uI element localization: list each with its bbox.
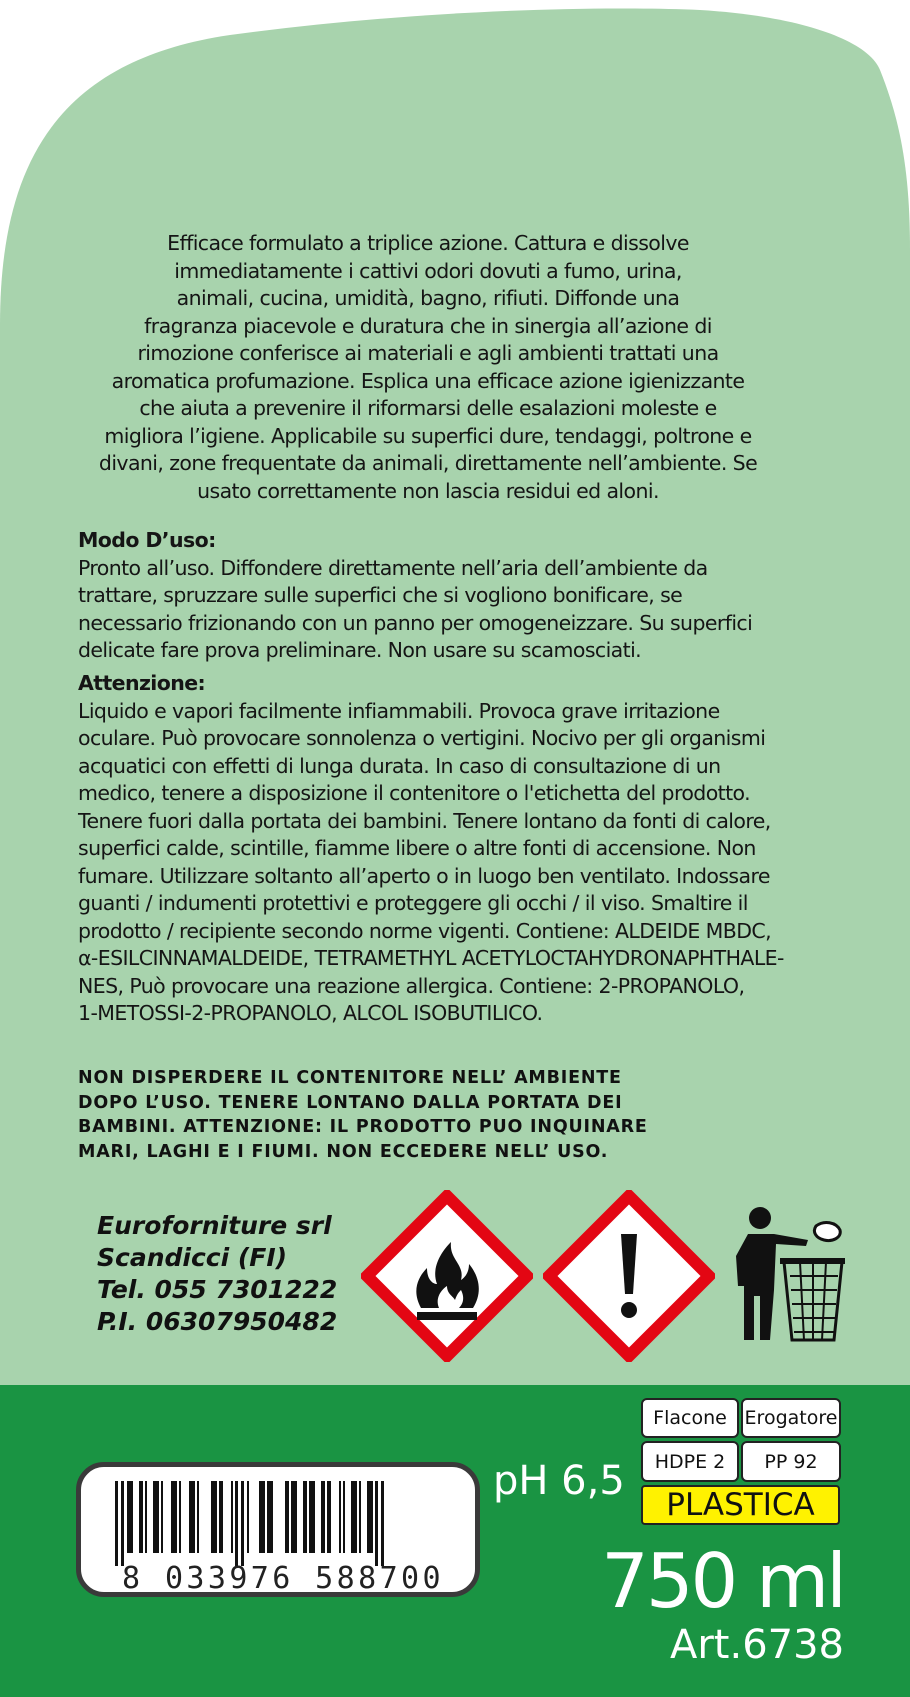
usage-line: trattare, spruzzare sulle superfici che si vogliono bonificare, se	[78, 583, 683, 607]
barcode-bar	[161, 1481, 163, 1553]
attention-section	[78, 670, 856, 1028]
recycling-erogatore-material: PP 92	[741, 1441, 841, 1482]
barcode-bar	[367, 1481, 373, 1553]
barcode-number: 8 033976 588700	[122, 1561, 444, 1596]
company-line: Euroforniture srl	[97, 1211, 332, 1240]
barcode-bar	[219, 1481, 223, 1553]
barcode-bar	[291, 1481, 297, 1553]
attention-line: α-ESILCINNAMALDEIDE, TETRAMETHYL ACETYLOCTAHYDRONAPHTHALE-	[78, 946, 784, 970]
attention-line: superfici calde, scintille, fiamme libere o altre fonti di accensione. Non	[78, 836, 756, 860]
barcode-bar	[321, 1481, 325, 1553]
warning-line: BAMBINI. ATTENZIONE: IL PRODOTTO PUO INQUINARE	[78, 1117, 648, 1137]
barcode-bar	[241, 1481, 244, 1566]
barcode-bar	[359, 1481, 361, 1553]
company-line: Scandicci (FI)	[97, 1243, 288, 1272]
barcode-bar	[179, 1481, 181, 1553]
barcode-bar	[235, 1481, 238, 1566]
barcode-bar	[139, 1481, 143, 1553]
company-line: P.I. 06307950482	[97, 1307, 338, 1336]
attention-line: medico, tenere a disposizione il contenitore o l'etichetta del prodotto.	[78, 781, 751, 805]
description-line: rimozione conferisce ai materiali e agli ambienti trattati una	[137, 341, 719, 365]
description-line: immediatamente i cattivi odori dovuti a fumo, urina,	[174, 258, 682, 283]
barcode-bar	[231, 1481, 233, 1553]
usage-line: necessario frizionando con un panno per omogeneizzare. Su superfici	[78, 610, 753, 635]
barcode-bar	[267, 1481, 273, 1553]
article-number: Art.6738	[669, 1622, 844, 1668]
barcode-bar	[339, 1481, 341, 1553]
warning-line: NON DISPERDERE IL CONTENITORE NELL’ AMBIENTE	[78, 1068, 622, 1088]
barcode-bar	[153, 1481, 159, 1553]
barcode-bar	[309, 1481, 315, 1553]
barcode-bar	[247, 1481, 249, 1553]
description-line: che aiuta a prevenire il riformarsi delle esalazioni moleste e	[139, 396, 717, 420]
description-line: fragranza piacevole e duratura che in sinergia all’azione di	[144, 313, 712, 338]
recycling-category: PLASTICA	[641, 1485, 840, 1525]
usage-heading: Modo D’uso:	[78, 528, 216, 552]
barcode-bar	[351, 1481, 357, 1553]
warning-line: DOPO L’USO. TENERE LONTANO DALLA PORTATA DEI	[78, 1092, 623, 1113]
exclamation-icon	[543, 1190, 715, 1362]
barcode-bars	[111, 1481, 455, 1566]
warning-line: MARI, LAGHI E I FIUMI. NON ECCEDERE NELL’ USO.	[78, 1141, 609, 1162]
attention-line: acquatici con effetti di lunga durata. In caso di consultazione di un	[78, 753, 721, 778]
recycling-flacone-label: Flacone	[641, 1398, 739, 1438]
barcode-bar	[189, 1481, 195, 1553]
barcode-bar	[127, 1481, 133, 1553]
barcode-bar	[171, 1481, 177, 1553]
attention-line: NES, Può provocare una reazione allergica. Contiene: 2-PROPANOLO,	[78, 973, 745, 998]
description-line: Efficace formulato a triplice azione. Cattura e dissolve	[167, 231, 689, 255]
barcode-bar	[375, 1481, 378, 1566]
attention-line: Liquido e vapori facilmente infiammabili. Provoca grave irritazione	[78, 698, 720, 723]
barcode-bar	[381, 1481, 384, 1566]
attention-heading: Attenzione:	[78, 671, 206, 695]
barcode-bar	[259, 1481, 265, 1553]
flame-icon	[361, 1190, 533, 1362]
company-line: Tel. 055 7301222	[97, 1275, 338, 1304]
product-volume: 750 ml	[601, 1537, 844, 1625]
barcode	[76, 1462, 480, 1597]
attention-line: 1-METOSSI-2-PROPANOLO, ALCOL ISOBUTILICO.	[78, 1001, 543, 1025]
description-line: aromatica profumazione. Esplica una efficace azione igienizzante	[111, 368, 745, 393]
company-info	[97, 1210, 337, 1338]
description-line: usato correttamente non lascia residui ed aloni.	[197, 478, 659, 503]
attention-line: guanti / indumenti protettivi e proteggere gli occhi / il viso. Smaltire il	[78, 891, 748, 915]
barcode-bar	[145, 1481, 147, 1553]
attention-line: Tenere fuori dalla portata dei bambini. Tenere lontano da fonti di calore,	[78, 808, 771, 833]
attention-line: fumare. Utilizzare soltanto all’aperto o in luogo ben ventilato. Indossare	[78, 863, 770, 888]
environment-warning	[78, 1066, 846, 1164]
barcode-bar	[121, 1481, 124, 1566]
recycling-flacone-material: HDPE 2	[641, 1441, 739, 1482]
usage-section	[78, 527, 856, 665]
barcode-bar	[303, 1481, 307, 1553]
barcode-bar	[343, 1481, 345, 1553]
barcode-bar	[115, 1481, 118, 1566]
usage-line: delicate fare prova preliminare. Non usare su scamosciati.	[78, 638, 642, 662]
ph-value: pH 6,5	[493, 1458, 625, 1504]
usage-line: Pronto all’uso. Diffondere direttamente nell’aria dell’ambiente da	[78, 555, 708, 580]
barcode-bar	[327, 1481, 331, 1553]
description-line: migliora l’igiene. Applicabile su superfici dure, tendaggi, poltrone e	[104, 423, 752, 448]
barcode-bar	[285, 1481, 289, 1553]
attention-line: oculare. Può provocare sonnolenza o vertigini. Nocivo per gli organismi	[78, 726, 766, 750]
description-line: animali, cucina, umidità, bagno, rifiuti. Diffonde una	[176, 286, 680, 310]
recycling-erogatore-label: Erogatore	[741, 1398, 841, 1438]
description-line: divani, zone frequentate da animali, direttamente nell’ambiente. Se	[98, 451, 758, 475]
barcode-bar	[211, 1481, 217, 1553]
barcode-bar	[197, 1481, 199, 1553]
product-description	[78, 230, 778, 505]
tidyman-icon	[730, 1200, 845, 1350]
attention-line: prodotto / recipiente secondo norme vigenti. Contiene: ALDEIDE MBDC,	[78, 918, 772, 943]
